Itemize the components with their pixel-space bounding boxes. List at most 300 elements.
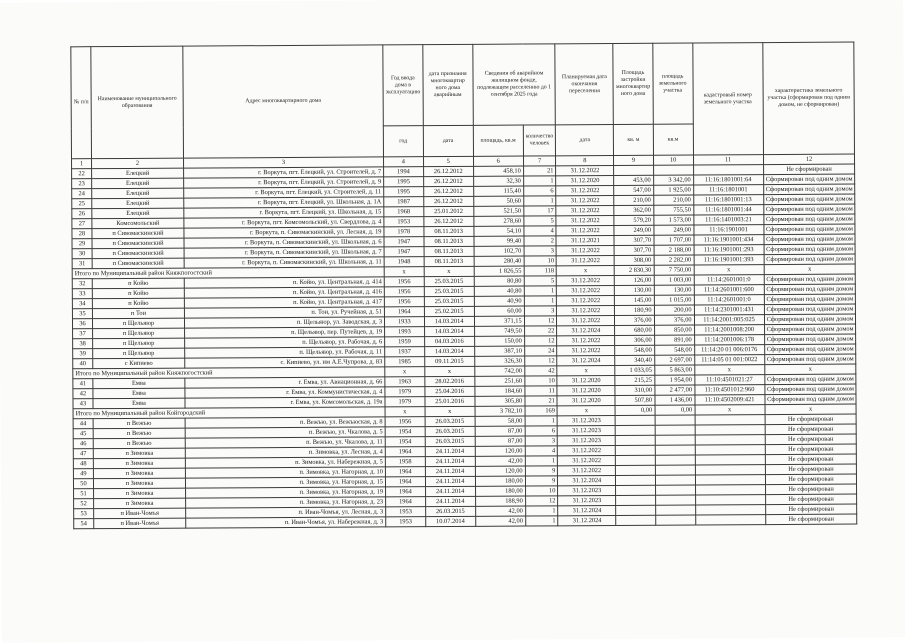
cell-num: 35	[72, 309, 92, 319]
cell-area: 749,50	[474, 326, 524, 336]
cell-address: п. Койю, ул. Центральная, д. 416	[184, 287, 384, 298]
cell-built-area: 0,00	[615, 405, 654, 415]
cell-plan-date: 31.12.2023	[558, 425, 616, 435]
cell-date: 24.11.2014	[425, 456, 475, 466]
cell-address: п. Щельяюр, ул. Рабочая, д. 11	[185, 347, 385, 358]
cell-built-area: 306,00	[615, 335, 654, 345]
cell-year: 1937	[385, 347, 425, 357]
cell-area: 99,40	[474, 236, 524, 246]
cell-plan-date: 31.12.2022	[557, 275, 615, 285]
cell-address: п. Зимовка, ул. Нагорная, д. 15	[185, 477, 385, 488]
cell-municipality: п Койю	[92, 278, 184, 289]
cell-land-area: 2 477,00	[654, 385, 694, 395]
cell-year: 1978	[384, 227, 424, 237]
cell-year: 1953	[386, 517, 426, 527]
cell-people: 6	[523, 186, 556, 196]
cell-date: 08.11.2013	[424, 256, 474, 266]
cell-area: 387,10	[474, 346, 524, 356]
cell-plan-date: 31.12.2020	[557, 375, 615, 385]
cell-year: 1964	[385, 477, 425, 487]
cell-land-characteristic: Не сформирован	[765, 444, 857, 455]
cell-built-area: 310,00	[615, 385, 654, 395]
cell-built-area: 126,00	[615, 275, 654, 285]
cell-land-characteristic: Не сформирован	[765, 434, 857, 445]
cell-area: 120,00	[475, 466, 525, 476]
cell-cadastral: x	[694, 265, 764, 275]
cell-address: п. Зимовка, ул. Лесная, д. 4	[185, 447, 385, 458]
cell-built-area	[616, 485, 655, 495]
cell-area: 278,60	[474, 216, 524, 226]
cell-address: п. Щельяюр, пер. Путейцев, д. 19	[185, 327, 385, 338]
cell-address: п. Вежъю, ул. Вежъюская, д. 8	[185, 417, 385, 428]
cell-built-area	[616, 425, 655, 435]
cell-people: 12	[524, 336, 557, 346]
cell-address: с. Кипиево, ул. им А.Е.Чупрова, д. 83	[185, 357, 385, 368]
cell-plan-date: 31.12.2022	[556, 225, 614, 235]
cell-area: 742,00	[474, 366, 524, 376]
cell-plan-date: 31.12.2020	[557, 395, 615, 405]
cell-built-area: 145,00	[615, 295, 654, 305]
column-number: 1	[72, 159, 92, 169]
cell-land-area: 3 342,00	[653, 175, 693, 185]
cell-year: 1993	[385, 327, 425, 337]
cell-built-area	[615, 415, 654, 425]
cell-year: 1947	[384, 237, 424, 247]
cell-land-characteristic: Не сформирован	[765, 474, 857, 485]
cell-cadastral: 11:16:1901001:293	[694, 245, 764, 255]
cell-num: 49	[73, 469, 93, 479]
cell-land-characteristic: Сформирован под одним домом	[764, 314, 856, 325]
column-number: 11	[693, 155, 763, 165]
cell-year: 1956	[384, 297, 424, 307]
cell-land-characteristic: Не сформирован	[765, 504, 857, 515]
cell-date: 24.11.2014	[425, 466, 475, 476]
cell-num: 26	[72, 209, 92, 219]
cell-municipality: п Сивомаскинский	[92, 238, 184, 249]
column-number: 9	[614, 155, 653, 165]
cell-municipality: п Зимовка	[93, 468, 185, 479]
cell-year: 1948	[384, 257, 424, 267]
cell-date: 26.03.2015	[425, 506, 475, 516]
cell-built-area	[616, 465, 655, 475]
cell-cadastral: 11:16:1901001:393	[694, 255, 764, 265]
cell-land-characteristic: x	[765, 404, 857, 415]
cell-num: 38	[73, 339, 93, 349]
cell-address: п. Щельяюр, ул. Рабочая, д. 6	[185, 337, 385, 348]
cell-year: 1956	[384, 277, 424, 287]
cell-year: x	[385, 407, 425, 417]
cell-land-characteristic: Сформирован под одним домом	[765, 394, 857, 405]
cell-people: 1	[523, 176, 556, 186]
cell-area: 371,15	[474, 316, 524, 326]
cell-built-area	[616, 455, 655, 465]
cell-land-area: 200,00	[654, 305, 694, 315]
cell-built-area: 2 830,30	[615, 265, 654, 275]
cell-people: 1	[525, 416, 558, 426]
cell-municipality: п Щельяюр	[93, 328, 185, 339]
cell-date: 25.01.2012	[423, 206, 473, 216]
cell-cadastral: 11:14:2301001:431	[694, 305, 764, 315]
cell-plan-date: 31.12.2022	[558, 445, 616, 455]
cell-cadastral: 11:16:1801001	[693, 185, 763, 195]
header-date-recognized: дата признания многоквартир ного дома аварийным	[423, 44, 473, 125]
cell-municipality: п Вежъю	[93, 428, 185, 439]
cell-date: 25.03.2015	[424, 286, 474, 296]
cell-built-area	[616, 445, 655, 455]
cell-year: 1953	[384, 217, 424, 227]
cell-municipality: п Зимовка	[93, 478, 185, 489]
cell-year: 1987	[384, 197, 424, 207]
cell-plan-date: 31.12.2022	[556, 165, 614, 175]
cell-land-area	[655, 485, 695, 495]
cell-land-area	[655, 415, 695, 425]
column-number: 10	[653, 155, 693, 165]
cell-people: 1	[524, 296, 557, 306]
cell-num: 40	[73, 359, 93, 369]
cell-area: 54,10	[474, 226, 524, 236]
cell-land-characteristic: Не сформирован	[763, 164, 855, 175]
cell-people: 10	[525, 486, 558, 496]
column-number: 4	[384, 157, 424, 167]
cell-people: 4	[524, 226, 557, 236]
header-fund-info: Сведения об аварийном жилищном фонде, подлежащем расселению до 1 сентября 2025 года	[473, 44, 556, 126]
cell-people: 42	[524, 366, 557, 376]
cell-date: x	[425, 406, 475, 416]
cell-people: 21	[523, 166, 556, 176]
cell-people: 9	[525, 466, 558, 476]
cell-date: 26.12.2012	[423, 186, 473, 196]
cell-land-characteristic: Сформирован под одним домом	[764, 224, 856, 235]
subheader-date2: дата	[556, 124, 614, 155]
cell-date: 08.11.2013	[424, 236, 474, 246]
cell-plan-date: 31.12.2022	[557, 285, 615, 295]
cell-address: п. Зимовка, ул. Нагорная, д. 10	[185, 467, 385, 478]
cell-date: 09.11.2015	[424, 356, 474, 366]
cell-plan-date: 31.12.2024	[558, 475, 616, 485]
cell-land-area: 1 436,00	[655, 395, 695, 405]
cell-address: г. Воркута, пгт. Елецкий, ул. Строителей, д. 7	[184, 167, 384, 178]
subtotal-label: Итого по Муниципальный район Койгородский	[73, 407, 385, 419]
cell-address: г. Емва, ул. Авиационная, д. 66	[185, 377, 385, 388]
cell-people: 5	[524, 216, 557, 226]
cell-land-area: 2 188,00	[654, 245, 694, 255]
cell-year: 1985	[385, 357, 425, 367]
cell-built-area: 362,00	[614, 205, 653, 215]
cell-land-area: 7 750,00	[654, 265, 694, 275]
cell-date: 25.02.2015	[424, 306, 474, 316]
cell-cadastral: 11:14:2601001:600	[694, 285, 764, 295]
cell-land-characteristic: Сформирован под одним домом	[764, 344, 856, 355]
cell-date: 24.11.2014	[425, 486, 475, 496]
cell-land-characteristic: Не сформирован	[765, 484, 857, 495]
cell-num: 43	[73, 399, 93, 409]
cell-date: x	[424, 366, 474, 376]
cell-year: x	[384, 267, 424, 277]
cell-address: п. Койю, ул. Центральная, д. 414	[184, 277, 384, 288]
cell-year: 1994	[384, 167, 424, 177]
cell-area: 115,40	[473, 186, 523, 196]
cell-year: 1995	[384, 187, 424, 197]
cell-address: г. Воркута, пгт. Елецкий, ул. Школьная, д. 15	[184, 207, 384, 218]
cell-built-area: 210,00	[614, 195, 653, 205]
cell-year: 1979	[385, 387, 425, 397]
cell-date: 26.03.2015	[425, 426, 475, 436]
cell-municipality: Емва	[93, 388, 185, 399]
cell-plan-date: 31.12.2023	[557, 415, 615, 425]
cell-date: 24.11.2014	[425, 476, 475, 486]
cell-num: 54	[74, 519, 94, 529]
cell-num: 37	[73, 329, 93, 339]
cell-built-area: 308,00	[614, 255, 653, 265]
cell-municipality: п Койю	[92, 298, 184, 309]
cell-address: п. Зимовка, ул. Набережная, д. 5	[185, 457, 385, 468]
cell-cadastral	[695, 515, 765, 525]
cell-date: 24.11.2014	[425, 446, 475, 456]
cell-plan-date: 31.12.2022	[556, 185, 614, 195]
cell-address: п. Щельяюр, ул. Заводская, д. 3	[184, 317, 384, 328]
cell-year: 1964	[386, 497, 426, 507]
cell-cadastral: x	[694, 365, 764, 375]
cell-people: 11	[525, 386, 558, 396]
cell-people: 118	[524, 266, 557, 276]
cell-date: 08.11.2013	[424, 246, 474, 256]
cell-land-area	[655, 465, 695, 475]
cell-cadastral	[695, 465, 765, 475]
cell-land-area	[655, 445, 695, 455]
cell-address: г. Воркута, пгт. Елецкий, ул. Строителей, д. 11	[184, 187, 384, 198]
cell-year: 1968	[384, 207, 424, 217]
subtotal-label: Итого по Муниципальный район Княжпогостский	[73, 367, 385, 379]
table-body	[72, 164, 858, 529]
cell-area: 326,30	[474, 356, 524, 366]
cell-cadastral	[695, 435, 765, 445]
cell-address: г. Воркута, пгт. Елецкий, ул. Строителей, д. 9	[184, 177, 384, 188]
cell-built-area: 579,20	[614, 215, 653, 225]
cell-plan-date: 31.12.2022	[556, 205, 614, 215]
cell-num: 23	[72, 179, 92, 189]
cell-num: 51	[74, 489, 94, 499]
cell-land-characteristic: Сформирован под одним домом	[764, 234, 856, 245]
cell-year: 1964	[384, 307, 424, 317]
cell-municipality: Емва	[93, 378, 185, 389]
cell-cadastral: 11:14:2001:005:025	[694, 315, 764, 325]
cell-plan-date: 31.12.2020	[556, 175, 614, 185]
cell-land-characteristic: Не сформирован	[765, 414, 857, 425]
cell-cadastral: 11:16:1901001:434	[694, 235, 764, 245]
cell-year: 1964	[385, 467, 425, 477]
cell-land-area: 1 954,00	[654, 375, 694, 385]
cell-people: 24	[524, 346, 557, 356]
header-cadastral: кадастровый номер земельного участка	[692, 43, 763, 155]
cell-land-area: 1 925,00	[653, 185, 693, 195]
cell-land-characteristic: Сформирован под одним домом	[764, 374, 856, 385]
cell-year: 1964	[385, 447, 425, 457]
cell-area: 180,00	[475, 476, 525, 486]
cell-area: 251,60	[475, 376, 525, 386]
subheader-people: количество человек	[523, 125, 556, 156]
cell-area: 42,00	[475, 456, 525, 466]
cell-area: 42,00	[475, 506, 525, 516]
cell-cadastral: 11:16:1901001	[694, 225, 764, 235]
cell-year: 1947	[384, 247, 424, 257]
cell-land-characteristic: Сформирован под одним домом	[764, 334, 856, 345]
cell-area: 305,80	[475, 396, 525, 406]
cell-plan-date: 31.12.2022	[557, 335, 615, 345]
cell-address: г. Воркута, п. Сивомаскинский, ул. Школьная, д. 6	[184, 237, 384, 248]
cell-municipality: п Щельяюр	[92, 318, 184, 329]
cell-cadastral	[695, 425, 765, 435]
cell-land-characteristic: Сформирован под одним домом	[764, 324, 856, 335]
cell-plan-date: 31.12.2022	[557, 305, 615, 315]
cell-land-area: 755,50	[653, 205, 693, 215]
cell-area: 184,60	[475, 386, 525, 396]
cell-people: 9	[525, 476, 558, 486]
cell-address: п. Вежъю, ул. Чкалова, д. 5	[185, 427, 385, 438]
cell-municipality: Елецкий	[92, 188, 184, 199]
cell-built-area: 307,70	[614, 235, 653, 245]
cell-municipality: п Тои	[92, 308, 184, 319]
cell-land-area	[655, 475, 695, 485]
cell-cadastral: 11:14:20 01 006:0176	[694, 345, 764, 355]
cell-land-area	[655, 515, 695, 525]
cell-land-characteristic: Сформирован под одним домом	[764, 274, 856, 285]
subheader-area: площадь, кв.м	[473, 125, 523, 156]
cell-area: 42,00	[475, 516, 525, 526]
cell-cadastral: 11:10:4501021:27	[694, 375, 764, 385]
cell-built-area: 453,00	[614, 175, 653, 185]
cell-built-area: 507,80	[615, 395, 654, 405]
cell-address: п. Зимовка, ул. Нагорная, д. 19	[186, 487, 386, 498]
header-land-characteristic: характеристика земельного участка (сформирован под одним домом, не сформирован)	[762, 42, 855, 155]
cell-cadastral	[695, 505, 765, 515]
cell-cadastral: x	[695, 405, 765, 415]
column-number: 5	[423, 156, 473, 166]
cell-land-characteristic: Сформирован под одним домом	[764, 294, 856, 305]
cell-land-characteristic: Сформирован под одним домом	[764, 254, 856, 265]
cell-cadastral: 11:14:2001006:178	[694, 335, 764, 345]
cell-area: 80,80	[474, 276, 524, 286]
cell-cadastral: 11:14:2601001:0	[694, 295, 764, 305]
cell-people: 169	[525, 406, 558, 416]
cell-land-area	[653, 165, 693, 175]
cell-built-area: 307,70	[614, 245, 653, 255]
header-address: Адрес многоквартирного дома	[183, 45, 384, 158]
cell-year: 1995	[384, 177, 424, 187]
cell-plan-date: 31.12.2022	[556, 215, 614, 225]
cell-built-area	[616, 505, 655, 515]
cell-built-area	[616, 475, 655, 485]
cell-people: 3	[524, 306, 557, 316]
cell-built-area: 376,00	[615, 315, 654, 325]
cell-year: 1953	[386, 507, 426, 517]
cell-year: 1964	[386, 487, 426, 497]
cell-cadastral: 11:14:2001008:200	[694, 325, 764, 335]
cell-date: 25.03.2015	[424, 276, 474, 286]
cell-num: 53	[74, 509, 94, 519]
cell-year: 1963	[385, 377, 425, 387]
column-number: 2	[92, 158, 184, 169]
cell-address: г. Воркута, п. Сивомаскинский, ул. Школьная, д. 7	[184, 247, 384, 258]
cell-municipality: п Сивомаскинский	[92, 258, 184, 269]
cell-people: 12	[524, 316, 557, 326]
cell-address: г. Воркута, пгт. Комсомольский, ул. Свердлова, д. 4	[184, 217, 384, 228]
cell-cadastral	[695, 455, 765, 465]
cell-municipality: с Кипиево	[93, 358, 185, 369]
cell-num: 33	[72, 289, 92, 299]
cell-plan-date: 31.12.2021	[556, 235, 614, 245]
cell-num: 29	[72, 239, 92, 249]
cell-year: 1933	[384, 317, 424, 327]
cell-land-characteristic: Не сформирован	[765, 424, 857, 435]
cell-people: 12	[524, 356, 557, 366]
subtotal-label: Итого по Муниципальный район Княжпогостский	[72, 267, 384, 279]
cell-address: г. Воркута, пгт. Елецкий, ул. Школьная, д. 1А	[184, 197, 384, 208]
header-year-built: Год ввода дома в эксплуатацию	[383, 45, 423, 126]
cell-municipality: п Зимовка	[94, 488, 186, 499]
cell-municipality: п Вежъю	[93, 438, 185, 449]
cell-municipality: Елецкий	[92, 168, 184, 179]
header-built-area: Площадь застройки многоквартир ного дома	[613, 43, 653, 124]
cell-land-area: 1 707,00	[654, 235, 694, 245]
cell-num: 30	[72, 249, 92, 259]
cell-num: 36	[72, 319, 92, 329]
cell-land-area: 850,00	[654, 325, 694, 335]
cell-land-characteristic: Не сформирован	[765, 464, 857, 475]
cell-built-area: 680,00	[615, 325, 654, 335]
cell-date: 24.11.2014	[425, 496, 475, 506]
cell-address: п. Тои, ул. Ручейная, д. 51	[184, 307, 384, 318]
cell-plan-date: 31.12.2020	[557, 385, 615, 395]
cell-date: 14.03.2014	[424, 326, 474, 336]
cell-people: 4	[525, 446, 558, 456]
cell-num: 22	[72, 169, 92, 179]
cell-cadastral: 11:14:2601001:0	[694, 275, 764, 285]
cell-year: 1956	[384, 287, 424, 297]
cell-address: г. Воркута, п. Сивомаскинский, ул. Лесная, д. 19	[184, 227, 384, 238]
cell-area: 280,40	[474, 256, 524, 266]
cell-municipality: Емва	[93, 398, 185, 409]
cell-land-area: 1 003,00	[654, 275, 694, 285]
cell-plan-date: 31.12.2022	[557, 345, 615, 355]
cell-land-area: 376,00	[654, 315, 694, 325]
subheader-sqm: кв. м	[614, 124, 653, 155]
cell-num: 48	[73, 459, 93, 469]
cell-built-area: 249,00	[614, 225, 653, 235]
cell-land-characteristic: x	[764, 264, 856, 275]
cell-built-area: 180,90	[615, 305, 654, 315]
cell-area: 50,60	[473, 196, 523, 206]
cell-built-area: 130,00	[615, 285, 654, 295]
cell-address: п. Зимовка, ул. Нагорная, д. 23	[186, 497, 386, 508]
cell-date: 14.03.2014	[424, 346, 474, 356]
cell-num: 42	[73, 389, 93, 399]
cell-area: 3 782,10	[475, 406, 525, 416]
cell-year: 1959	[385, 337, 425, 347]
cell-land-characteristic: Сформирован под одним домом	[764, 284, 856, 295]
cell-municipality: Елецкий	[92, 198, 184, 209]
cell-num: 46	[73, 439, 93, 449]
cell-land-area	[655, 435, 695, 445]
cell-land-area	[655, 455, 695, 465]
cell-land-area: 1 015,00	[654, 295, 694, 305]
cell-num: 44	[73, 419, 93, 429]
cell-land-area: 249,00	[654, 225, 694, 235]
cell-people: 1	[523, 196, 556, 206]
cell-cadastral	[695, 445, 765, 455]
cell-people: 10	[524, 256, 557, 266]
cell-cadastral: 11:16:1801001:13	[693, 195, 763, 205]
subheader-year: год	[383, 126, 423, 157]
